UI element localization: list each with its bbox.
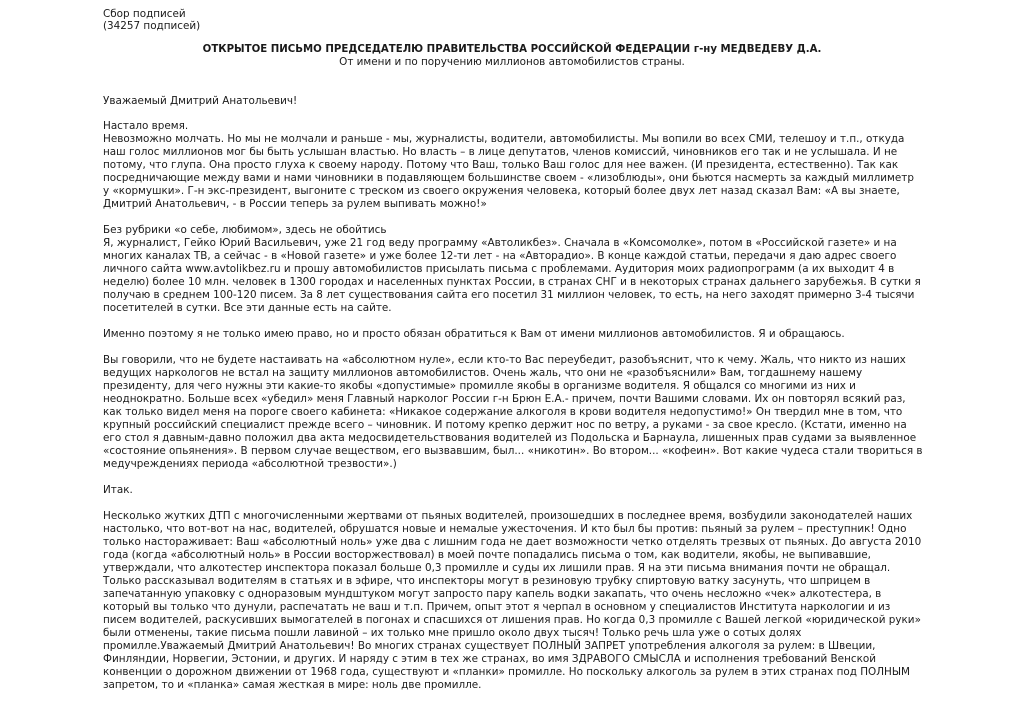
letter-title: ОТКРЫТОЕ ПИСЬМО ПРЕДСЕДАТЕЛЮ ПРАВИТЕЛЬСТВА РОССИЙСКОЙ ФЕДЕРАЦИИ г-ну МЕДВЕДЕВУ Д.А. <box>202 44 822 55</box>
letter-paragraph-6: Несколько жутких ДТП с многочисленными жертвами от пьяных водителей, произошедших в последнее время, возбудили законодателей наших настолько, что вот-вот на нас, водителей, обрушатся новые и немалые ужесточения. И кто был бы против: пьяный за рулем – преступник! Одно только настораживает: Ваш «абсолютный ноль» уже два с лишним года не дает возможности четко отделять трезвых от пьяных. До августа 2010 года (когда «абсолютный ноль» в России восторжествовал) в моей почте попадались письма о том, как водители, якобы, не выпивавшие, утверждали, что алкотестер инспектора показал больше 0,3 промилле и суды их лишили прав. Я на эти письма внимания почти не обращал. Только рассказывал водителям в статьях и в эфире, что инспекторы могут в резиновую трубку спиртовую ватку засунуть, что шприцем в запечатанную упаковку с одноразовым мундштуком могут запросто пару капель водки закапать, что очень несложно «чек» алкотестера, в который вы только что дунули, распечатать не ваш и т.п. Причем, опыт этот я черпал в основном у специалистов Института наркологии и из писем водителей, раскусивших вымогателей в погонах и спасшихся от лишения прав. Но когда 0,3 промилле с Вашей легкой «юридической руки» были отменены, такие письма пошли лавиной – их только мне пришло около двух тысяч! Только речь шла уже о сотых долях промилле.Уважаемый Дмитрий Анатольевич! Во многих странах существует ПОЛНЫЙ ЗАПРЕТ употребления алкоголя за рулем: в Швеции, Финляндии, Норвегии, Эстонии, и других. И наряду с этим в тех же странах, во имя ЗДРАВОГО СМЫСЛА и исполнения требований Венской конвенции о дорожном движении от 1968 года, существуют и «планки» промилле. Но поскольку алкоголь за рулем в этих странах под ПОЛНЫМ запретом, то и «планка» самая жесткая в мире: ноль две промилле. <box>103 510 922 691</box>
signature-counter <box>103 8 200 32</box>
petition-title: Сбор подписей <box>103 8 186 20</box>
paragraph-1-text: Невозможно молчать. Но мы не молчали и раньше - мы, журналисты, водители, автомобилисты. Мы вопили во всех СМИ, телешоу и т.п., откуда наш голос миллионов мог бы быть услышан властью. Но власть – в лице депутатов, членов комиссий, чиновников его так и не услышала. И не потому, что глупа. Она просто глуха к своему народу. Потому что Ваш, только Ваш голос для нее важен. (И президента, естественно). Так как посредничающие между вами и нами чиновники в подавляющем большинстве своем - «лизоблюды», они бьются насмерть за каждый миллиметр у «кормушки». Г-н экс-президент, выгоните с треском из своего окружения человека, который более двух лет назад сказал Вам: «А вы знаете, Дмитрий Анатольевич, - в России теперь за рулем выпивать можно!» <box>103 133 914 210</box>
paragraph-2-text: Я, журналист, Гейко Юрий Васильевич, уже 21 год веду программу «Автоликбез». Сначала в «Комсомолке», потом в «Российской газете» и на многих каналах ТВ, а сейчас - в «Новой газете» и уже более 12-ти лет - на «Авторадио». В конце каждой статьи, передачи я даю адрес своего личного сайта www.avtolikbez.ru и прошу автомобилистов присылать письма с проблемами. Аудитория моих радиопрограмм (а их выходит 4 в неделю) более 10 млн. человек в 1300 городах и населенных пунктах России, в странах СНГ и в некоторых странах дальнего зарубежья. В сутки я получаю в среднем 100-120 писем. За 8 лет существования сайта его посетил 31 миллион человек, то есть, на него заходят примерно 3-4 тысячи посетителей в сутки. Все эти данные есть на сайте. <box>103 237 921 314</box>
letter-paragraph-4: Вы говорили, что не будете настаивать на «абсолютном нуле», если кто-то Вас переубедит, разобъяснит, что к чему. Жаль, что никто из наших ведущих наркологов не встал на защиту миллионов автомобилистов. Очень жаль, что они не «разобъяснили» Вам, тогдашнему нашему президенту, для чего нужны эти какие-то якобы «допустимые» промилле якобы в организме водителя. Я общался со многими из них и неоднократно. Больше всех «убедил» меня Главный нарколог России г-н Брюн Е.А.- причем, почти Вашими словами. Их он повторял всякий раз, как только видел меня на пороге своего кабинета: «Никакое содержание алкоголя в крови водителя недопустимо!» Он твердил мне в том, что крупный российский специалист прежде всего – чиновник. И потому крепко держит нос по ветру, а руками - за свое кресло. (Кстати, именно на его стол я давным-давно положил два акта медосвидетельствования водителей из Подольска и Барнаула, лишенных прав судами за выявленное «состояние опьянения». В первом случае веществом, его вызвавшим, был... «никотин». Во втором... «кофеин». Вот какие чудеса стали твориться в медучреждениях периода «абсолютной трезвости».) <box>103 354 923 470</box>
letter-paragraph-3: Именно поэтому я не только имею право, но и просто обязан обратиться к Вам от имени миллионов автомобилистов. Я и обращаюсь. <box>103 328 845 340</box>
paragraph-2-heading: Без рубрики «о себе, любимом», здесь не обойтись <box>103 224 387 236</box>
letter-paragraph-5: Итак. <box>103 484 133 496</box>
paragraph-1-heading: Настало время. <box>103 120 189 132</box>
letter-body <box>103 95 923 705</box>
letter-paragraph-1 <box>103 120 923 211</box>
letter-subtitle: От имени и по поручению миллионов автомобилистов страны. <box>339 56 685 68</box>
letter-greeting: Уважаемый Дмитрий Анатольевич! <box>103 95 298 107</box>
letter-header <box>0 44 1024 68</box>
signature-count: (34257 подписей) <box>103 20 201 32</box>
letter-paragraph-2 <box>103 224 923 315</box>
